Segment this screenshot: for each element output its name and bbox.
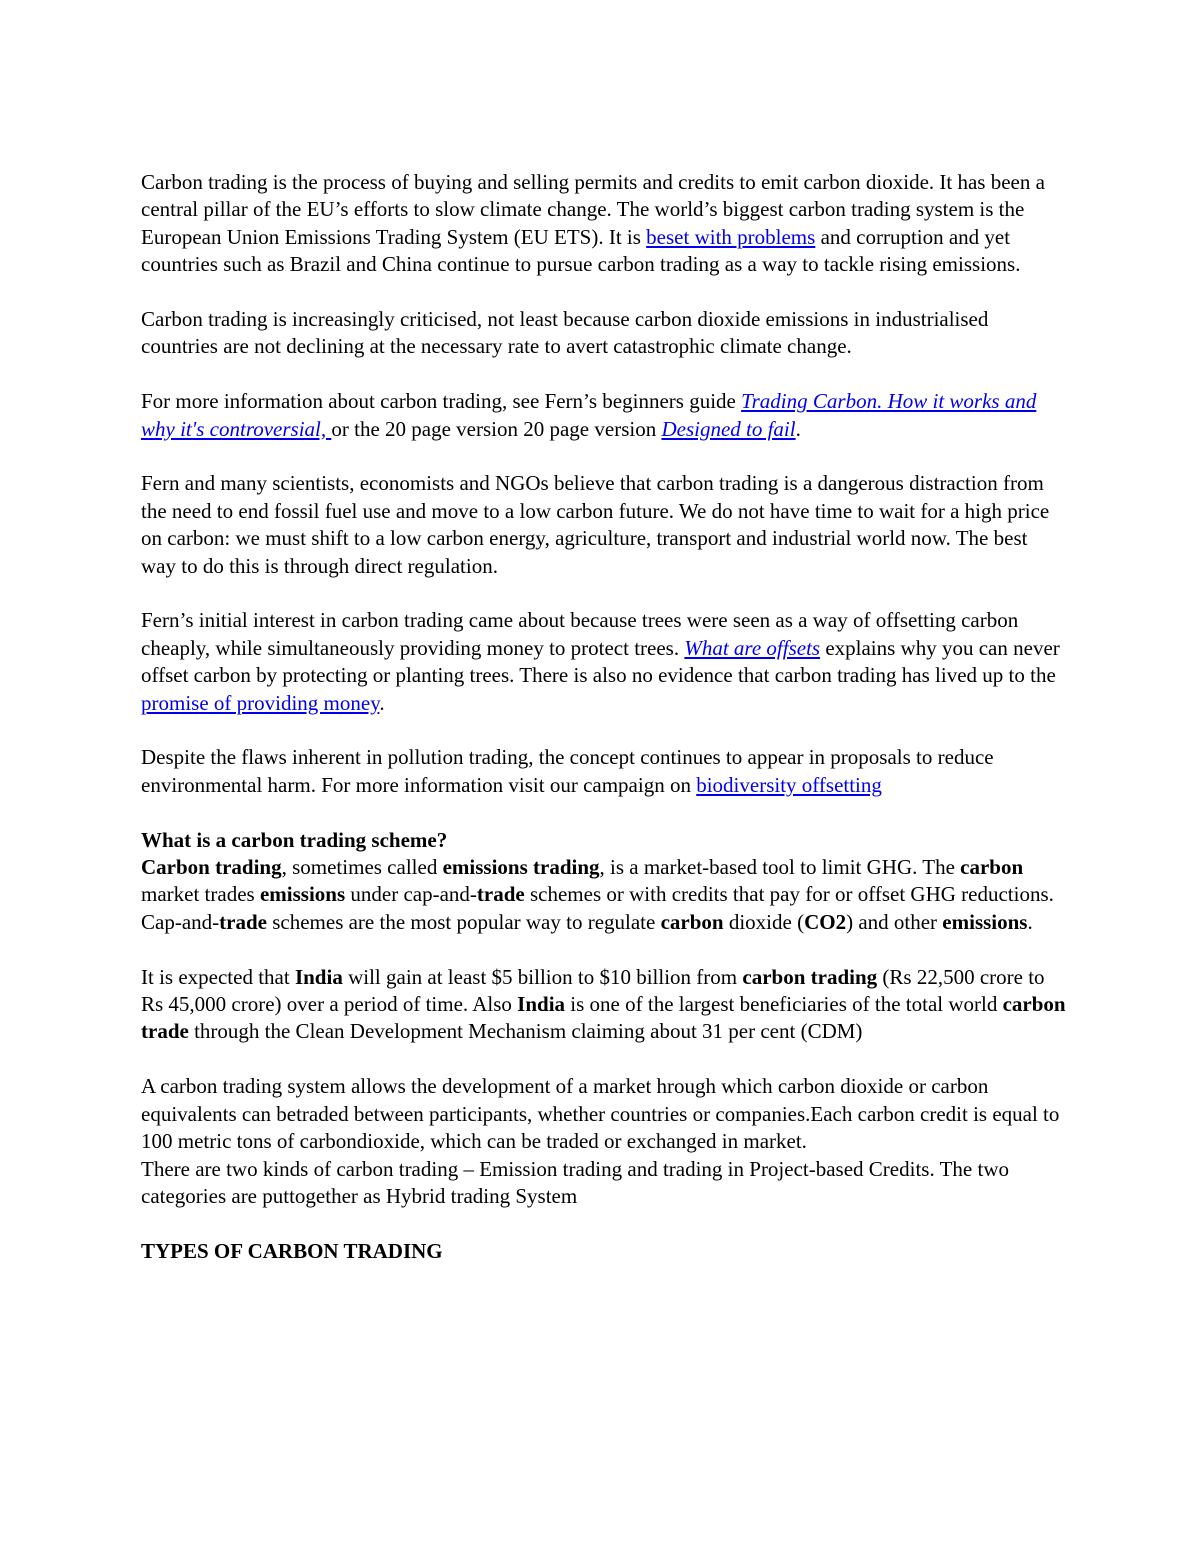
- paragraph-text: Fern and many scientists, economists and NGOs believe that carbon trading is a dangerous distraction from the need to end fossil fuel use and move to a low carbon future. We do not have time to wait for a high price on carbon: we must shift to a low carbon energy, agriculture, transport and industrial world now. The best way to do this is through direct regulation.: [141, 471, 1050, 578]
- document-body: [141, 169, 1066, 1293]
- bold-term: trade: [476, 882, 525, 907]
- bold-term: Carbon trading: [141, 855, 282, 880]
- paragraph-text: schemes are the most popular way to regulate: [266, 909, 661, 934]
- biodiversity-offsetting-link[interactable]: biodiversity offsetting: [696, 772, 882, 797]
- types-heading: [141, 1238, 1066, 1265]
- paragraph-text: .: [379, 690, 385, 715]
- paragraph-text: will gain at least $5 billion to $10 billion from: [342, 964, 743, 989]
- paragraph-text: and corruption and yet countries such as Brazil and China continue to pursue carbon trading as a way to tackle rising emissions.: [141, 224, 1021, 277]
- paragraph-text: is one of the largest beneficiaries of the total world: [565, 992, 1003, 1017]
- paragraph-text: .: [1027, 909, 1033, 934]
- bold-term: carbon: [660, 909, 724, 934]
- paragraph-more-info: [141, 388, 1066, 443]
- paragraph-text: , is a market-based tool to limit GHG. The: [599, 855, 961, 880]
- bold-term: emissions: [942, 909, 1028, 934]
- bold-term: trade: [219, 909, 267, 934]
- paragraph-text: .: [795, 416, 801, 441]
- trading-carbon-guide-link[interactable]: Trading Carbon. How it works and why it's controversial,: [141, 389, 1037, 441]
- paragraph-india: [141, 964, 1066, 1046]
- paragraph-text: A carbon trading system allows the development of a market hrough which carbon dioxide or carbon equivalents can betraded between participants, whether countries or companies.Each carbon credit is equal to 100 metric tons of carbondioxide, which can be traded or exchanged in market.: [141, 1074, 1060, 1154]
- bold-term: CO2: [804, 909, 847, 934]
- paragraph-fern-position: [141, 470, 1066, 580]
- paragraph-scheme: [141, 827, 1066, 937]
- paragraph-text: Fern’s initial interest in carbon trading came about because trees were seen as a way of offsetting carbon cheaply, while simultaneously providing money to protect trees.: [141, 608, 1019, 660]
- promise-of-providing-money-link[interactable]: promise of providing money: [141, 690, 380, 715]
- paragraph-text: market trades: [141, 882, 260, 907]
- paragraph-text: Carbon trading is the process of buying and selling permits and credits to emit carbon dioxide. It has been a central pillar of the EU’s efforts to slow climate change. The world’s biggest carbon trading system is the European Union Emissions Trading System (EU ETS). It is: [141, 170, 1045, 249]
- bold-term: carbon trade: [141, 992, 1066, 1044]
- paragraph-text: through the Clean Development Mechanism claiming about 31 per cent (CDM): [188, 1019, 863, 1044]
- paragraph-intro: [141, 169, 1066, 279]
- paragraph-text: schemes or with credits that pay for or offset GHG reductions. Cap-and-: [141, 882, 1054, 934]
- designed-to-fail-link[interactable]: Designed to fail: [661, 416, 796, 441]
- paragraph-text: under cap-and-: [345, 882, 477, 907]
- section-heading: What is a carbon trading scheme?: [141, 827, 448, 852]
- paragraph-text: For more information about carbon trading, see Fern’s beginners guide: [141, 389, 742, 414]
- paragraph-text: , sometimes called: [281, 855, 443, 880]
- paragraph-pollution-trading: [141, 744, 1066, 799]
- beset-with-problems-link[interactable]: beset with problems: [646, 224, 816, 249]
- paragraph-text: or the 20 page version 20 page version: [331, 416, 662, 441]
- paragraph-text: It is expected that: [141, 964, 295, 989]
- paragraph-text: dioxide (: [723, 909, 805, 934]
- paragraph-offsets: [141, 607, 1066, 717]
- what-are-offsets-link[interactable]: What are offsets: [684, 635, 821, 660]
- paragraph-text: ) and other: [846, 909, 943, 934]
- bold-term: emissions: [259, 882, 346, 907]
- paragraph-text: Carbon trading is increasingly criticised, not least because carbon dioxide emissions in industrialised countries are not declining at the necessary rate to avert catastrophic climate change.: [141, 307, 989, 359]
- section-heading: TYPES OF CARBON TRADING: [141, 1238, 443, 1263]
- bold-term: emissions trading: [442, 855, 600, 880]
- paragraph-criticism: [141, 306, 1066, 361]
- bold-term: India: [294, 964, 343, 989]
- bold-term: India: [517, 992, 566, 1017]
- paragraph-text: There are two kinds of carbon trading – Emission trading and trading in Project-based Credits. The two categories are puttogether as Hybrid trading System: [141, 1156, 1009, 1208]
- bold-term: carbon trading: [742, 964, 878, 989]
- paragraph-text: Despite the flaws inherent in pollution trading, the concept continues to appear in proposals to reduce environmental harm. For more information visit our campaign on: [141, 745, 994, 797]
- paragraph-text: (Rs 22,500 crore to Rs 45,000 crore) over a period of time. Also: [141, 964, 1045, 1017]
- paragraph-system: [141, 1073, 1066, 1155]
- paragraph-kinds: [141, 1156, 1066, 1211]
- paragraph-text: explains why you can never offset carbon by protecting or planting trees. There is also no evidence that carbon trading has lived up to the: [141, 635, 1060, 688]
- bold-term: carbon: [960, 855, 1024, 880]
